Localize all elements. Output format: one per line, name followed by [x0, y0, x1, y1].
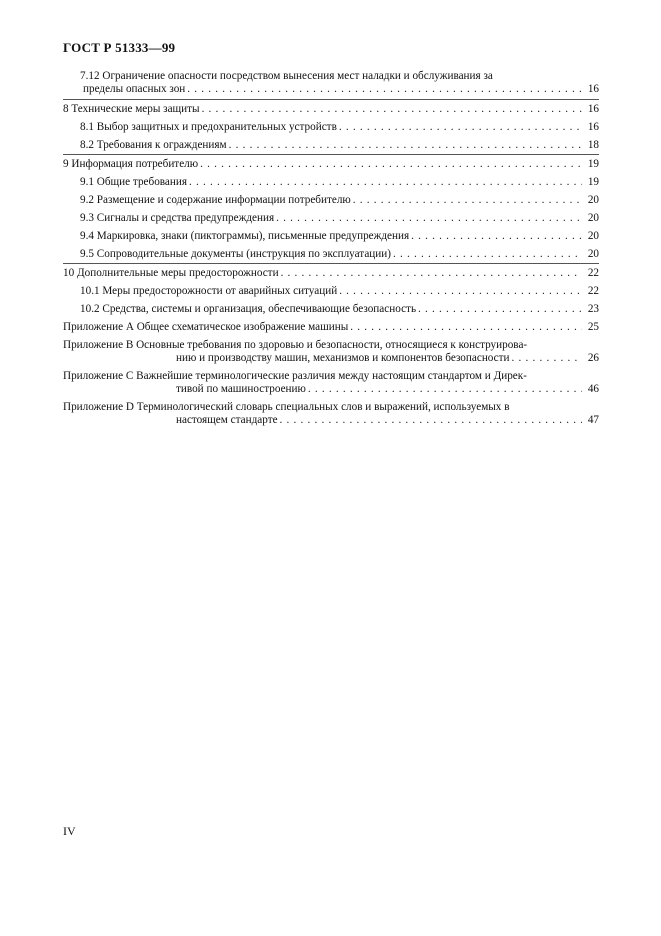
toc-entry-appendix-b	[63, 339, 599, 365]
dot-leader	[280, 414, 582, 427]
dot-leader	[418, 303, 582, 316]
dot-leader	[512, 352, 582, 365]
toc-entry-10-2	[63, 303, 599, 316]
dot-leader	[229, 139, 582, 152]
toc-entry-text: 8 Технические меры защиты	[63, 103, 200, 115]
divider	[63, 99, 599, 100]
toc-page-number: 16	[587, 83, 599, 95]
toc-entry-10-1	[63, 285, 599, 298]
dot-leader	[189, 176, 582, 189]
toc-entry-9-2	[63, 194, 599, 207]
toc-page-number: 20	[587, 248, 599, 260]
toc-entry-9-1	[63, 176, 599, 189]
toc-entry-text: 10.1 Меры предосторожности от аварийных ситуаций	[80, 285, 338, 297]
dot-leader	[353, 194, 582, 207]
dot-leader	[350, 321, 582, 334]
divider	[63, 263, 599, 264]
toc-entry-text-cont: пределы опасных зон	[83, 83, 186, 95]
toc-entry-9-3	[63, 212, 599, 225]
dot-leader	[200, 158, 582, 171]
toc-entry-appendix-c	[63, 370, 599, 396]
toc-entry-text: Приложение D Терминологический словарь специальных слов и выражений, используемых в	[63, 401, 510, 413]
toc-entry-9	[63, 158, 599, 171]
dot-leader	[202, 103, 582, 116]
toc-page-number: 19	[587, 176, 599, 188]
toc-page-number: 20	[587, 230, 599, 242]
toc-entry-text: 10 Дополнительные меры предосторожности	[63, 267, 279, 279]
dot-leader	[339, 121, 582, 134]
toc-entry-text: 9.1 Общие требования	[80, 176, 188, 188]
toc-entry-appendix-d	[63, 401, 599, 427]
toc-page-number: 20	[587, 194, 599, 206]
toc-page-number: 19	[587, 158, 599, 170]
dot-leader	[187, 83, 582, 96]
toc-page-number: 47	[587, 414, 599, 426]
toc-entry-appendix-a	[63, 321, 599, 334]
toc-page-number: 26	[587, 352, 599, 364]
toc-page-number: 16	[587, 121, 599, 133]
page-number-footer: IV	[63, 824, 76, 838]
dot-leader	[411, 230, 582, 243]
toc-entry-text: 7.12 Ограничение опасности посредством вынесения мест наладки и обслуживания за	[80, 70, 493, 82]
toc-entry-8	[63, 103, 599, 116]
toc-page-number: 23	[587, 303, 599, 315]
toc-entry-10	[63, 267, 599, 280]
toc-entry-text-cont: тивой по машиностроению	[176, 383, 306, 395]
dot-leader	[339, 285, 582, 298]
toc-page-number: 22	[587, 267, 599, 279]
toc-entry-text-cont: нию и производству машин, механизмов и компонентов безопасности	[176, 352, 510, 364]
toc-entry-text: 10.2 Средства, системы и организация, обеспечивающие безопасность	[80, 303, 417, 315]
toc-page-number: 25	[587, 321, 599, 333]
toc-entry-text: Приложение В Основные требования по здоровью и безопасности, относящиеся к конструирова-	[63, 339, 528, 351]
table-of-contents	[63, 70, 599, 427]
toc-entry-text: 8.2 Требования к ограждениям	[80, 139, 227, 151]
dot-leader	[276, 212, 582, 225]
toc-page-number: 22	[587, 285, 599, 297]
toc-entry-text: 9.2 Размещение и содержание информации потребителю	[80, 194, 351, 206]
toc-page-number: 46	[587, 383, 599, 395]
toc-page-number: 20	[587, 212, 599, 224]
dot-leader	[281, 267, 582, 280]
toc-entry-text: 9 Информация потребителю	[63, 158, 199, 170]
toc-entry-9-5	[63, 248, 599, 261]
toc-entry-text-cont: настоящем стандарте	[176, 414, 278, 426]
toc-entry-text: 9.3 Сигналы и средства предупреждения	[80, 212, 275, 224]
toc-page-number: 16	[587, 103, 599, 115]
toc-entry-9-4	[63, 230, 599, 243]
divider	[63, 154, 599, 155]
toc-entry-text: Приложение А Общее схематическое изображение машины	[63, 321, 349, 333]
toc-entry-text: 8.1 Выбор защитных и предохранительных устройств	[80, 121, 337, 133]
toc-entry-text: Приложение С Важнейшие терминологические различия между настоящим стандартом и Дирек-	[63, 370, 527, 382]
toc-entry-7-12	[63, 70, 599, 96]
toc-entry-8-2	[63, 139, 599, 152]
toc-entry-text: 9.4 Маркировка, знаки (пиктограммы), письменные предупреждения	[80, 230, 410, 242]
toc-entry-text: 9.5 Сопроводительные документы (инструкция по эксплуатации)	[80, 248, 391, 260]
dot-leader	[308, 383, 582, 396]
toc-page-number: 18	[587, 139, 599, 151]
document-header: ГОСТ Р 51333—99	[63, 40, 176, 55]
toc-entry-8-1	[63, 121, 599, 134]
dot-leader	[393, 248, 582, 261]
